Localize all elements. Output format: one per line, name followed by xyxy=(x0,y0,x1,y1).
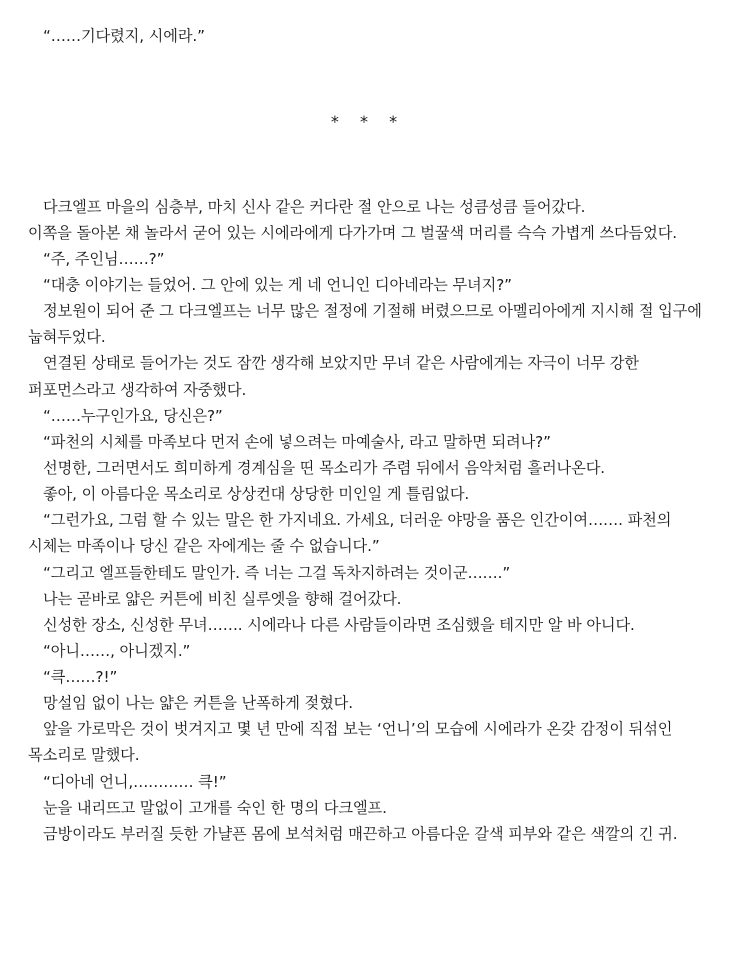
paragraph: “……누구인가요, 당신은?” xyxy=(43,406,223,425)
gap-after-divider xyxy=(28,134,708,194)
opening-line: “……기다렸지, 시에라.” xyxy=(43,27,205,45)
scene-divider: * * * xyxy=(330,112,406,132)
paragraph: “디아네 언니,………… 큭!” xyxy=(43,772,227,791)
paragraph: 선명한, 그러면서도 희미하게 경계심을 띤 목소리가 주렴 뒤에서 음악처럼 흘러나온다. xyxy=(43,458,605,477)
paragraph: 이쪽을 돌아본 채 놀라서 굳어 있는 시에라에게 다가가며 그 벌꿀색 머리를 슥슥 가볍게 쓰다듬었다. xyxy=(28,223,678,242)
paragraph: “그리고 엘프들한테도 말인가. 즉 너는 그걸 독차지하려는 것이군…….” xyxy=(43,563,511,582)
paragraph: 금방이라도 부러질 듯한 가냘픈 몸에 보석처럼 매끈하고 아름다운 갈색 피부와 같은 색깔의 긴 귀. xyxy=(43,824,678,843)
paragraph: 나는 곧바로 얇은 커튼에 비친 실루엣을 향해 걸어갔다. xyxy=(43,589,402,608)
paragraph: 망설임 없이 나는 얇은 커튼을 난폭하게 젖혔다. xyxy=(43,694,353,713)
gap-before-divider xyxy=(28,49,708,111)
paragraph: 정보원이 되어 준 그 다크엘프는 너무 많은 절정에 기절해 버렸으므로 아멜리아에게 지시해 절 입구에 눕혀두었다. xyxy=(28,302,702,347)
paragraph: “아니……, 아니겠지.” xyxy=(43,641,191,660)
paragraph: 연결된 상태로 들어가는 것도 잠깐 생각해 보았지만 무녀 같은 사람에게는 자극이 너무 강한 퍼포먼스라고 생각하여 자중했다. xyxy=(28,354,639,399)
paragraph: “주, 주인님……?” xyxy=(43,249,165,268)
paragraph: “파천의 시체를 마족보다 먼저 손에 넣으려는 마예술사, 라고 말하면 되려나?” xyxy=(43,432,551,451)
paragraph: “큭……?!” xyxy=(43,668,118,687)
body-text xyxy=(28,194,708,848)
paragraph: 앞을 가로막은 것이 벗겨지고 몇 년 만에 직접 보는 ‘언니’의 모습에 시에라가 온갖 감정이 뒤섞인 목소리로 말했다. xyxy=(28,720,673,765)
paragraph: 신성한 장소, 신성한 무녀……. 시에라나 다른 사람들이라면 조심했을 테지만 알 바 아니다. xyxy=(43,615,635,634)
paragraph: 눈을 내리뜨고 말없이 고개를 숙인 한 명의 다크엘프. xyxy=(43,798,387,817)
paragraph: “대충 이야기는 들었어. 그 안에 있는 게 네 언니인 디아네라는 무녀지?” xyxy=(43,275,512,294)
paragraph: “그런가요, 그럼 할 수 있는 말은 한 가지네요. 가세요, 더러운 야망을 품은 인간이여……. 파천의 시체는 마족이나 당신 같은 자에게는 줄 수 없습니다.” xyxy=(28,511,672,556)
paragraph: 다크엘프 마을의 심층부, 마치 신사 같은 커다란 절 안으로 나는 성큼성큼 들어갔다. xyxy=(43,197,586,216)
paragraph: 좋아, 이 아름다운 목소리로 상상컨대 상당한 미인일 게 틀림없다. xyxy=(43,485,470,504)
